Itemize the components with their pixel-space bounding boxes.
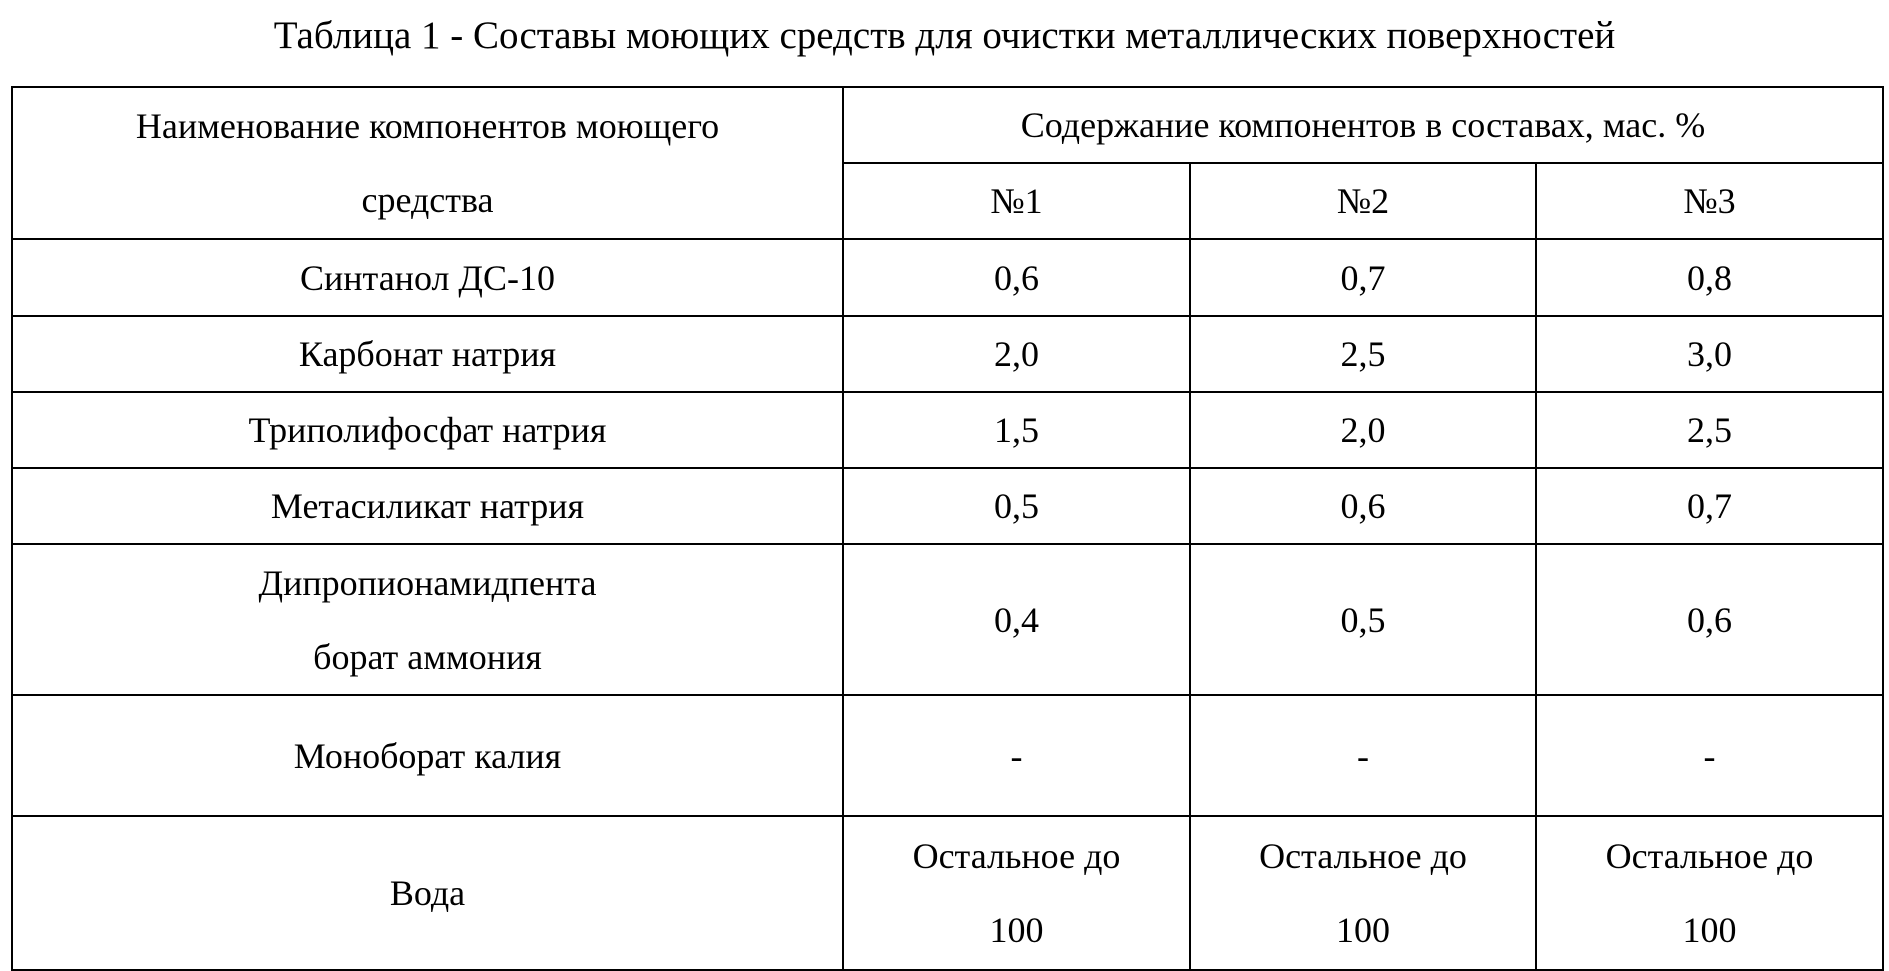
- value-line2: 100: [989, 910, 1044, 950]
- value-cell: 0,8: [1536, 239, 1883, 316]
- header-row: [12, 87, 1883, 163]
- table-row: [12, 239, 1883, 316]
- value-cell: 0,6: [843, 239, 1190, 316]
- component-name: Синтанол ДС-10: [12, 239, 843, 316]
- value-line1: Остальное до: [1259, 836, 1467, 876]
- component-name: Вода: [12, 816, 843, 970]
- component-name-header-line1: Наименование компонентов моющего: [135, 106, 720, 146]
- value-cell: 3,0: [1536, 316, 1883, 392]
- table-row: [12, 695, 1883, 816]
- value-cell: [1536, 816, 1883, 970]
- value-cell: 0,5: [1190, 544, 1536, 695]
- value-line1: Остальное до: [1605, 836, 1814, 876]
- component-name: Карбонат натрия: [12, 316, 843, 392]
- component-name-line1: Дипропионамидпента: [258, 562, 597, 603]
- component-name: [12, 544, 843, 695]
- component-name: Триполифосфат натрия: [12, 392, 843, 468]
- value-cell: 2,5: [1536, 392, 1883, 468]
- composition-header-3: №3: [1536, 163, 1883, 239]
- value-cell: 0,7: [1536, 468, 1883, 544]
- value-cell: 2,5: [1190, 316, 1536, 392]
- table-row: [12, 816, 1883, 970]
- table-title: Таблица 1 - Составы моющих средств для очистки металлических поверхностей: [273, 14, 1616, 57]
- value-line2: 100: [1682, 910, 1737, 950]
- value-cell: 0,6: [1536, 544, 1883, 695]
- table-row: [12, 544, 1883, 695]
- value-cell: -: [1190, 695, 1536, 816]
- value-cell: 2,0: [843, 316, 1190, 392]
- component-name-header: [12, 87, 843, 239]
- composition-header-1: №1: [843, 163, 1190, 239]
- value-cell: -: [1536, 695, 1883, 816]
- value-cell: 0,4: [843, 544, 1190, 695]
- value-cell: [1190, 816, 1536, 970]
- value-cell: 0,7: [1190, 239, 1536, 316]
- content-header: Содержание компонентов в составах, мас. %: [843, 87, 1883, 163]
- table-row: [12, 316, 1883, 392]
- component-name-header-line2: средства: [361, 180, 494, 220]
- table-row: [12, 392, 1883, 468]
- value-cell: 1,5: [843, 392, 1190, 468]
- value-cell: -: [843, 695, 1190, 816]
- component-name-line2: борат аммония: [313, 636, 542, 677]
- value-cell: 2,0: [1190, 392, 1536, 468]
- composition-table: [11, 86, 1884, 971]
- value-cell: 0,5: [843, 468, 1190, 544]
- value-line1: Остальное до: [912, 836, 1121, 876]
- value-cell: 0,6: [1190, 468, 1536, 544]
- value-cell: [843, 816, 1190, 970]
- component-name: Метасиликат натрия: [12, 468, 843, 544]
- component-name: Моноборат калия: [12, 695, 843, 816]
- table-row: [12, 468, 1883, 544]
- composition-header-2: №2: [1190, 163, 1536, 239]
- value-line2: 100: [1336, 910, 1390, 950]
